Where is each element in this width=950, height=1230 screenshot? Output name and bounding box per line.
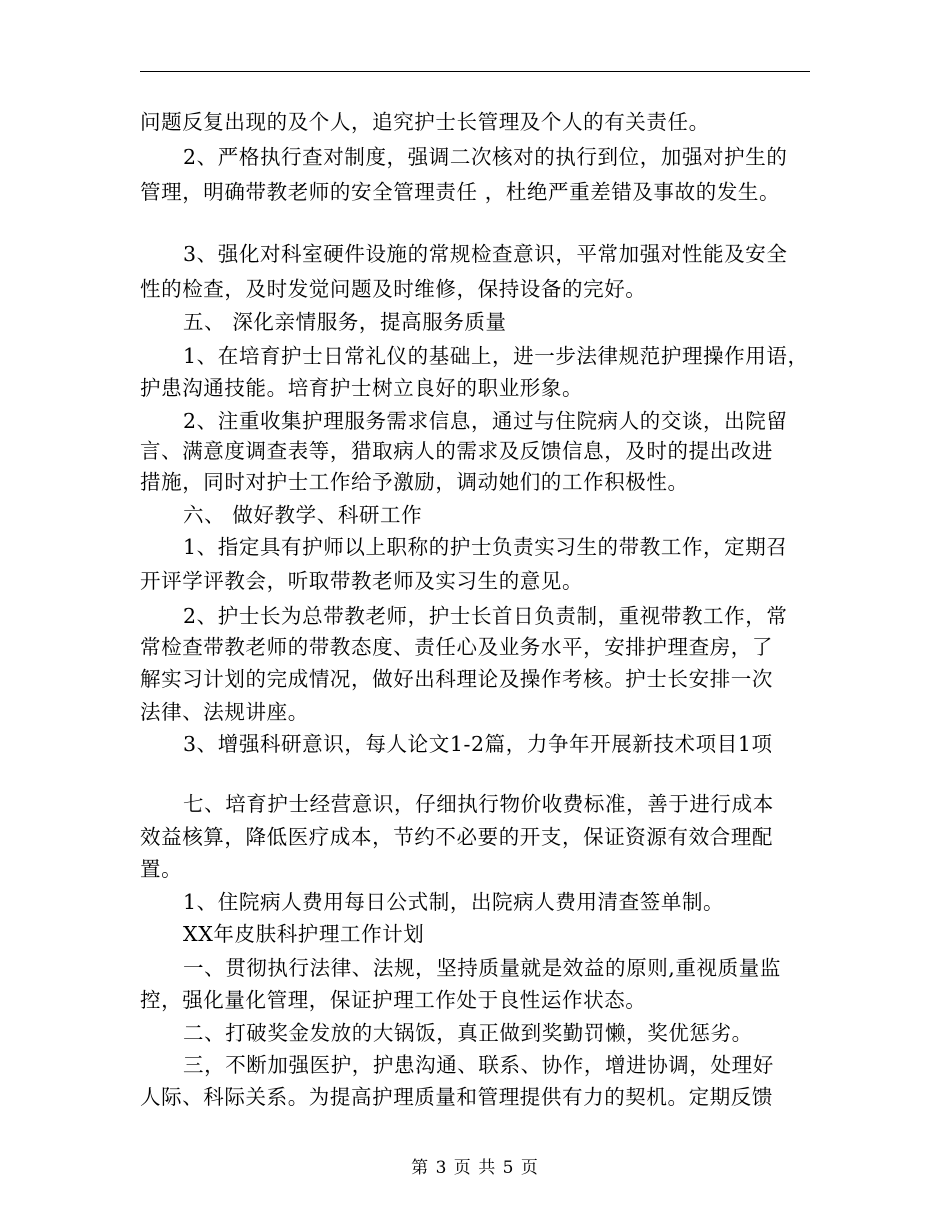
text-line: 法律、法规讲座。	[140, 700, 309, 724]
text-line: 问题反复出现的及个人，追究护士长管理及个人的有关责任。	[140, 110, 710, 134]
header-rule	[140, 71, 810, 72]
text-line: 一、贯彻执行法律、法规，坚持质量就是效益的原则,重视质量监	[183, 956, 781, 980]
text-line: 1、住院病人费用每日公式制，出院病人费用清查签单制。	[183, 890, 725, 914]
page-number: 第 3 页 共 5 页	[411, 1158, 539, 1178]
section-heading: 五、 深化亲情服务，提高服务质量	[183, 310, 507, 334]
text-line: 2、严格执行查对制度，强调二次核对的执行到位，加强对护生的	[183, 145, 788, 169]
text-line: 控，强化量化管理，保证护理工作处于良性运作状态。	[140, 988, 647, 1012]
text-line: 3、增强科研意识，每人论文1-2篇，力争年开展新技术项目1项	[183, 732, 773, 756]
text-line: 3、强化对科室硬件设施的常规检查意识，平常加强对性能及安全	[183, 242, 788, 266]
text-line: 护患沟通技能。培育护士树立良好的职业形象。	[140, 376, 584, 400]
text-line: 效益核算，降低医疗成本，节约不必要的开支，保证资源有效合理配	[140, 825, 773, 849]
document-title: XX年皮肤科护理工作计划	[183, 922, 425, 946]
text-line: 人际、科际关系。为提高护理质量和管理提供有力的契机。定期反馈	[140, 1085, 773, 1109]
text-line: 2、注重收集护理服务需求信息，通过与住院病人的交谈，出院留	[183, 409, 788, 433]
text-line: 性的检查，及时发觉问题及时维修，保持设备的完好。	[140, 277, 647, 301]
text-line: 言、满意度调查表等，猎取病人的需求及反馈信息，及时的提出改进	[140, 439, 773, 463]
text-line: 二、打破奖金发放的大锅饭，真正做到奖勤罚懒，奖优惩劣。	[183, 1021, 753, 1045]
text-line: 管理，明确带教老师的安全管理责任 ，杜绝严重差错及事故的发生。	[140, 180, 781, 204]
text-line: 开评学评教会，听取带教老师及实习生的意见。	[140, 569, 584, 593]
text-line: 2、护士长为总带教老师，护士长首日负责制，重视带教工作，常	[183, 604, 788, 628]
section-heading: 六、 做好教学、科研工作	[183, 503, 423, 527]
text-line: 措施，同时对护士工作给予激励，调动她们的工作积极性。	[140, 470, 689, 494]
text-line: 三，不断加强医护，护患沟通、联系、协作，增进协调，处理好	[183, 1053, 774, 1077]
text-line: 七、培育护士经营意识，仔细执行物价收费标准，善于进行成本	[183, 792, 774, 816]
text-line: 解实习计划的完成情况，做好出科理论及操作考核。护士长安排一次	[140, 667, 773, 691]
text-line: 1、指定具有护师以上职称的护士负责实习生的带教工作，定期召	[183, 535, 788, 559]
text-line: 常检查带教老师的带教态度、责任心及业务水平，安排护理查房，了	[140, 635, 773, 659]
text-line: 置。	[140, 857, 183, 881]
text-line: 1、在培育护士日常礼仪的基础上，进一步法律规范护理操作用语，	[183, 344, 809, 368]
